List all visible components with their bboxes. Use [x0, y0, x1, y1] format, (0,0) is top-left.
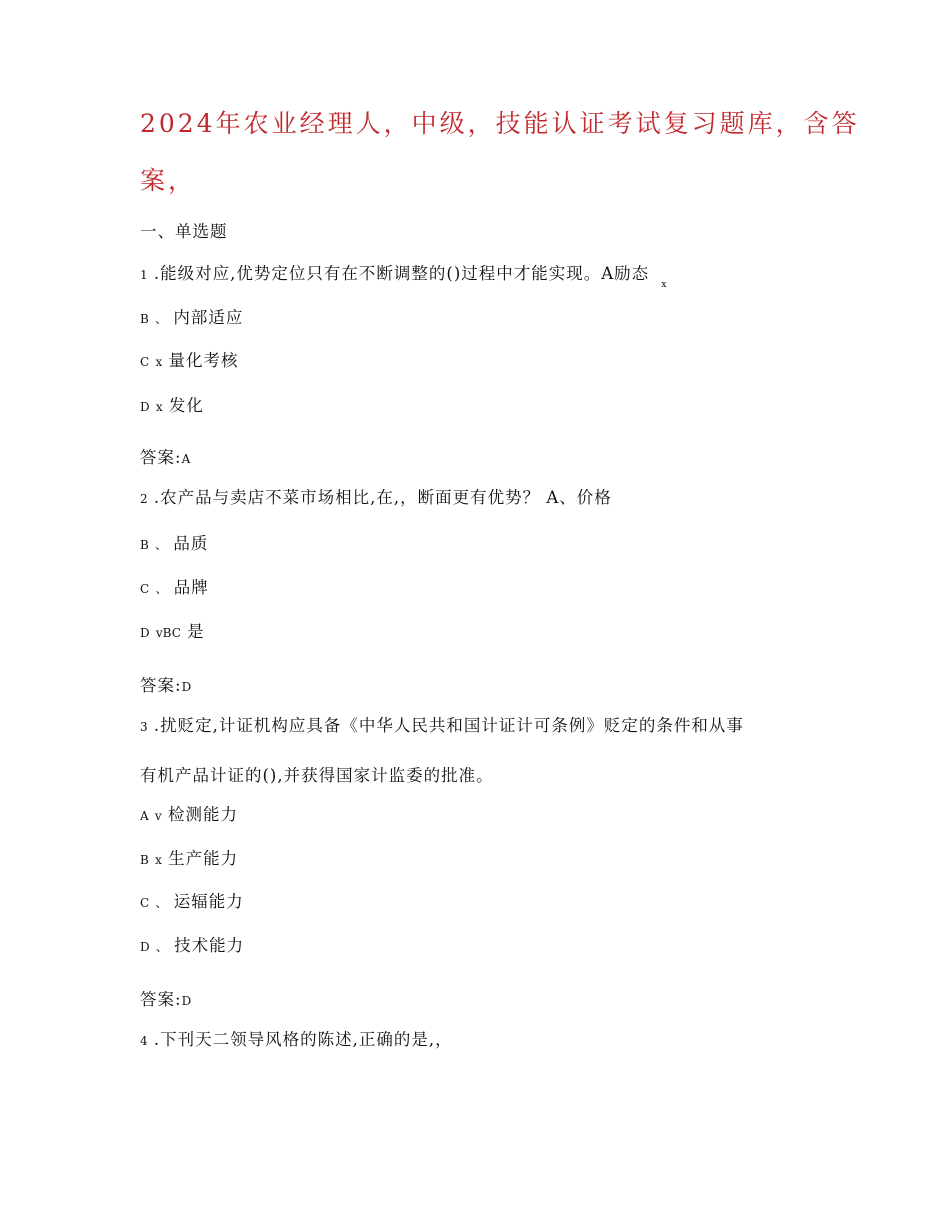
- answer-label: 答案:: [140, 676, 182, 695]
- document-title-line1: 2024年农业经理人，中级，技能认证考试复习题库，含答: [140, 109, 860, 138]
- question-number: 4: [140, 1034, 148, 1048]
- answer-value: D: [181, 994, 192, 1008]
- option-letter: D: [140, 940, 150, 954]
- option-d: [140, 392, 204, 416]
- option-separator: x: [155, 853, 162, 867]
- option-text: 生产能力: [168, 849, 239, 868]
- option-text: 检测能力: [167, 805, 238, 824]
- option-separator: x: [155, 355, 163, 369]
- document-title-line2: 案，: [140, 166, 197, 195]
- answer-3: [140, 986, 191, 1010]
- option-b: [140, 845, 238, 869]
- answer-2: [140, 672, 191, 696]
- option-text: 品质: [173, 534, 209, 553]
- option-letter: D: [140, 400, 150, 414]
- option-separator: v: [154, 809, 162, 823]
- option-text: 量化考核: [168, 351, 239, 370]
- question-1-stem: [140, 260, 668, 290]
- question-2-stem: [140, 484, 612, 508]
- question-stem-text: .能级对应,优势定位只有在不断调整的()过程中才能实现。A励态: [153, 264, 650, 283]
- answer-1: [140, 444, 190, 468]
- option-separator: x: [155, 400, 163, 414]
- option-letter: D: [140, 626, 150, 640]
- option-separator: 、: [155, 896, 168, 910]
- answer-label: 答案:: [140, 990, 182, 1009]
- option-letter: B: [140, 312, 149, 326]
- question-stem-text: .下刊天二领导风格的陈述,正确的是,，: [153, 1030, 453, 1049]
- question-stem-text: .扰贬定,计证机构应具备《中华人民共和国计证计可条例》贬定的条件和从事: [153, 716, 744, 735]
- option-d: [140, 618, 205, 642]
- option-letter: B: [140, 538, 149, 552]
- option-text: 技术能力: [174, 936, 245, 955]
- answer-value: A: [181, 452, 191, 466]
- option-c: [140, 574, 209, 598]
- option-b: [140, 304, 243, 328]
- question-number: 1: [140, 268, 148, 282]
- option-separator: 、: [155, 538, 168, 552]
- option-letter: C: [140, 582, 150, 596]
- question-stem-tail: x: [661, 280, 668, 290]
- question-number: 3: [140, 720, 148, 734]
- question-3-stem-continued: 有机产品计证的(),并获得国家计监委的批准。: [140, 766, 494, 785]
- option-a: [140, 801, 238, 825]
- option-c: [140, 347, 238, 371]
- option-separator: 、: [155, 940, 168, 954]
- option-b: [140, 530, 208, 554]
- option-text: 是: [187, 622, 205, 641]
- option-letter: B: [140, 853, 149, 867]
- question-4-stem: [140, 1026, 453, 1050]
- answer-value: D: [181, 680, 192, 694]
- option-letter: A: [140, 809, 149, 823]
- option-separator: 、: [155, 312, 168, 326]
- section-heading: 一、单选题: [140, 222, 228, 241]
- option-letter: C: [140, 355, 150, 369]
- option-text: 内部适应: [173, 308, 244, 327]
- option-text: 品牌: [173, 578, 209, 597]
- option-separator: 、: [155, 582, 168, 596]
- question-3-stem: [140, 712, 744, 736]
- question-number: 2: [140, 492, 148, 506]
- option-d: [140, 932, 244, 956]
- option-letter: C: [140, 896, 150, 910]
- question-stem-text: .农产品与卖店不菜市场相比,在,，断面更有优势？ A、价格: [153, 488, 612, 507]
- option-text: 运辐能力: [173, 892, 244, 911]
- option-c: [140, 888, 244, 912]
- answer-label: 答案:: [140, 448, 182, 467]
- option-separator: vBC: [155, 626, 181, 640]
- option-text: 发化: [168, 396, 204, 415]
